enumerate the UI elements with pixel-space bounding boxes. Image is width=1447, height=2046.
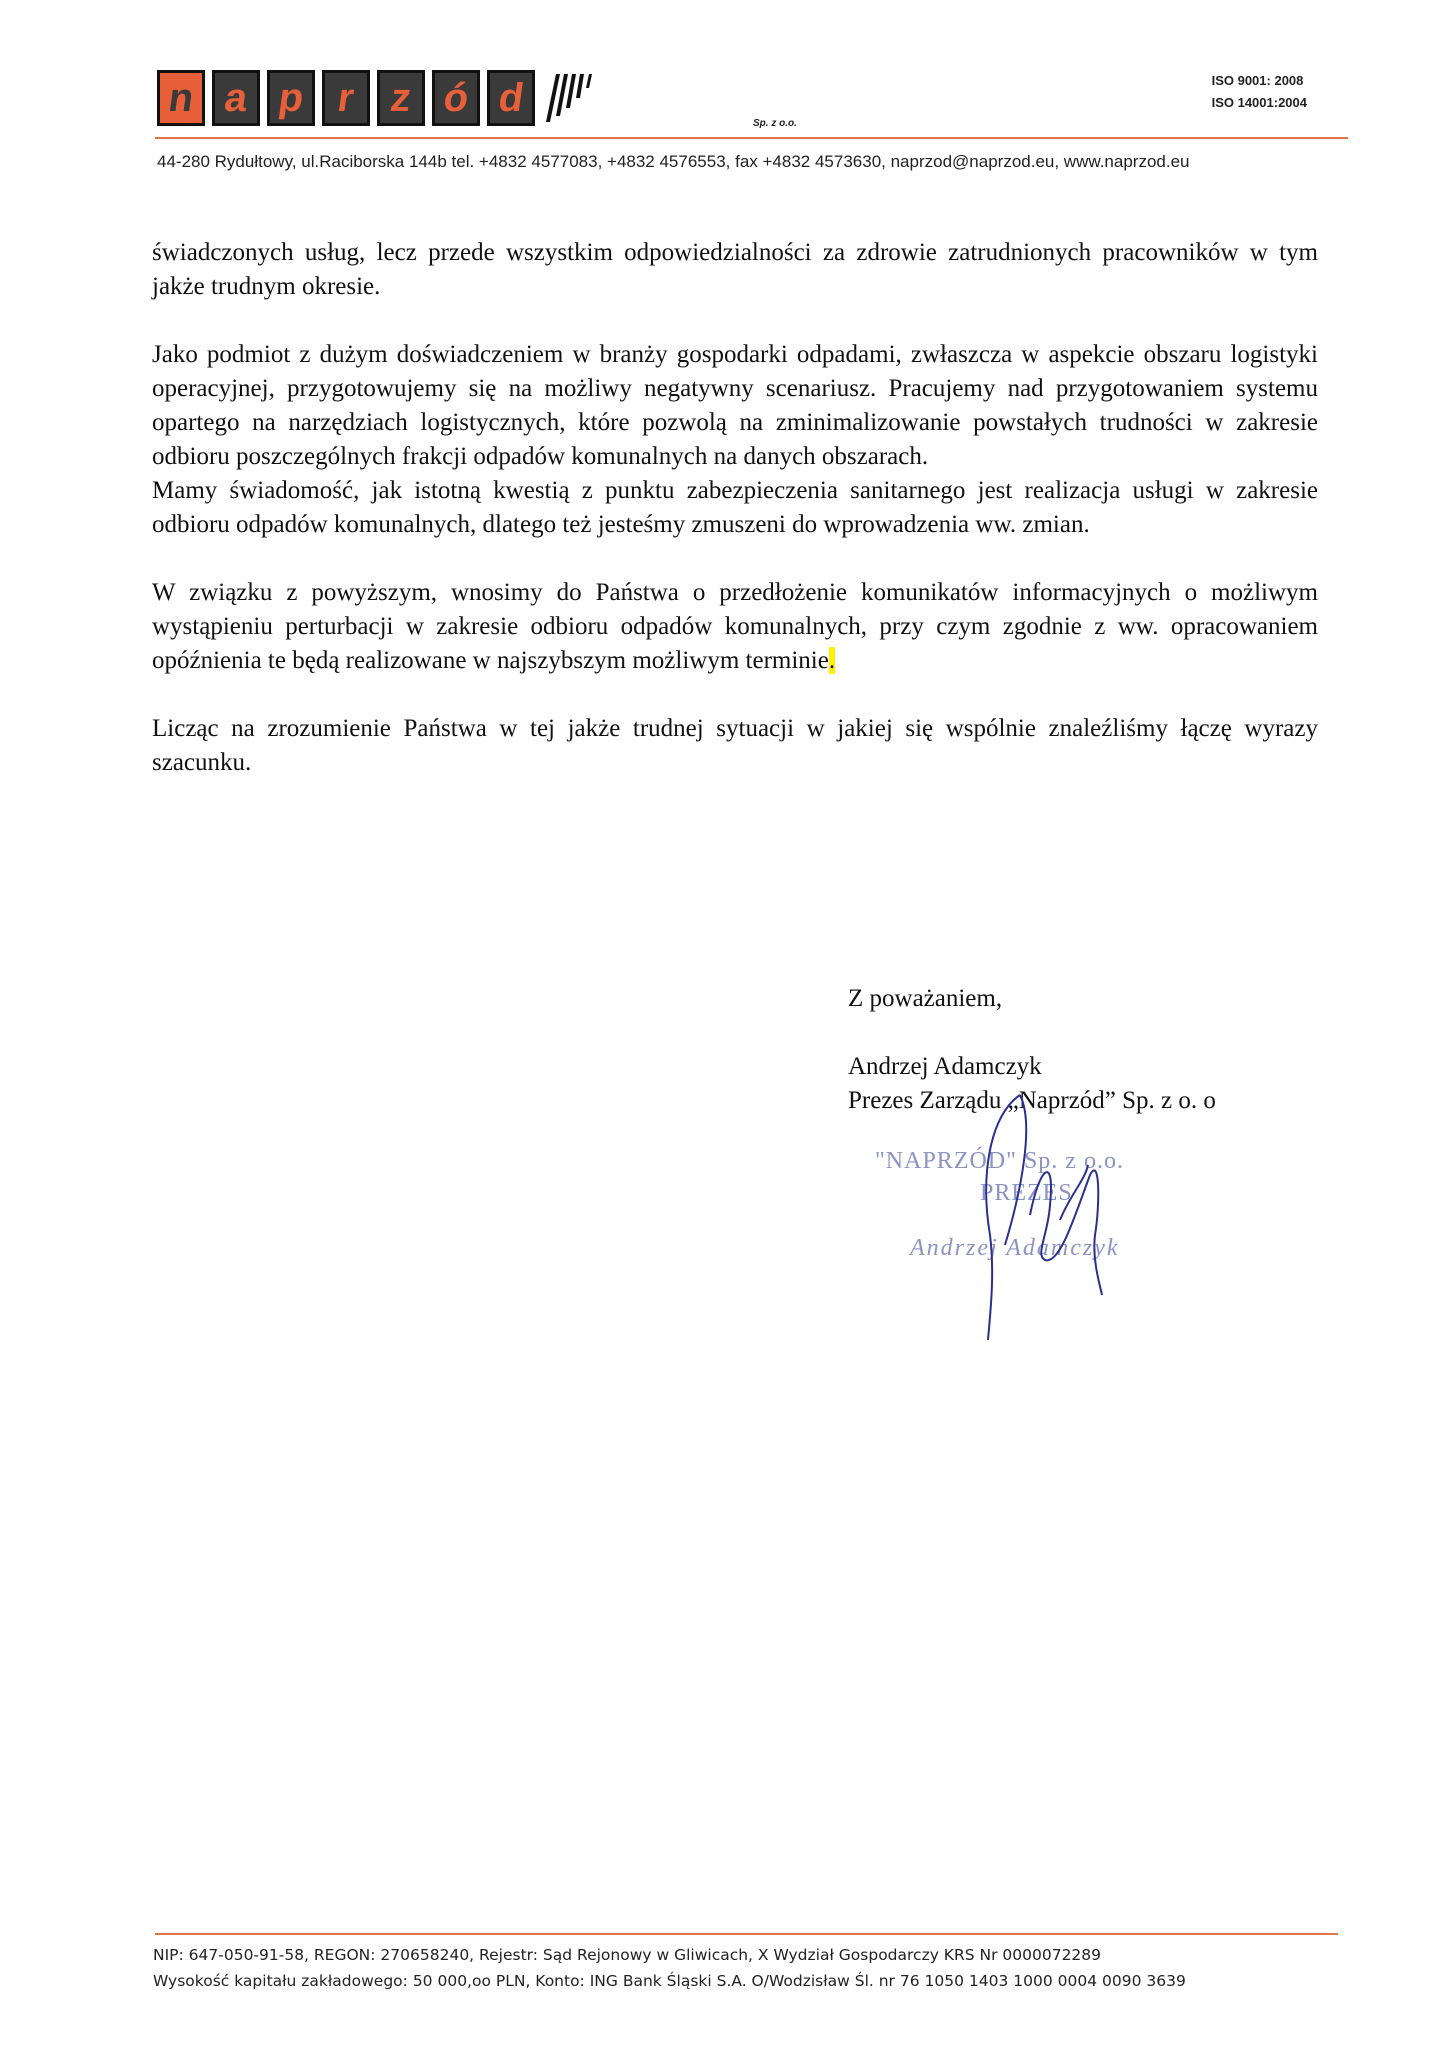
paragraph: Mamy świadomość, jak istotną kwestią z punktu zabezpieczenia sanitarnego jest realizacja usługi w zakresie odbioru odpadów komunalnych, dlatego też jesteśmy zmuszeni do wprowadzenia ww. zmian. (152, 477, 1318, 538)
contact-line: 44-280 Rydułtowy, ul.Raciborska 144b tel. +4832 4577083, +4832 4576553, fax +4832 4573630, naprzod@naprzod.eu, www.naprzod.eu (157, 152, 1190, 171)
stamp-role: PREZES (980, 1180, 1073, 1206)
footer-line: NIP: 647-050-91-58, REGON: 270658240, Rejestr: Sąd Rejonowy w Gliwicach, X Wydział Gospodarczy KRS Nr 0000072289 (153, 1946, 1102, 1964)
paragraph: świadczonych usług, lecz przede wszystkim odpowiedzialności za zdrowie zatrudnionych pracowników w tym jakże trudnym okresie. (152, 239, 1318, 300)
footer-registry (153, 1942, 1186, 1994)
logo-tile: p (267, 70, 315, 126)
paragraph: Jako podmiot z dużym doświadczeniem w branży gospodarki odpadami, zwłaszcza w aspekcie obszaru logistyki operacyjnej, przygotowujemy się na możliwy negatywny scenariusz. Pracujemy nad przygotowaniem systemu opartego na narzędziach logistycznych, które pozwolą na zminimalizowanie powstałych trudności w zakresie odbioru poszczególnych frakcji odpadów komunalnych na danych obszarach. (152, 341, 1318, 470)
highlighted-period: . (828, 647, 836, 674)
handwritten-signature (960, 1085, 1130, 1345)
stamp-company: "NAPRZÓD" Sp. z o.o. (875, 1148, 1124, 1174)
paragraph (152, 576, 1318, 678)
footer-line: Wysokość kapitału zakładowego: 50 000,oo PLN, Konto: ING Bank Śląski S.A. O/Wodzisław Śl. nr 76 1050 1403 1000 0004 0090 3639 (153, 1972, 1186, 1990)
paragraph: Licząc na zrozumienie Państwa w tej jakże trudnej sytuacji w jakiej się wspólnie znaleźliśmy łączę wyrazy szacunku. (152, 715, 1318, 776)
logo-tile: ó (432, 70, 480, 126)
company-logo (157, 70, 797, 132)
logo-tile: a (212, 70, 260, 126)
logo-tile: d (487, 70, 535, 126)
closing-greeting: Z poważaniem, (848, 985, 1003, 1012)
logo-tile: r (322, 70, 370, 126)
iso-line: ISO 9001: 2008 (1211, 73, 1304, 88)
signatory-title: Prezes Zarządu „Naprzód” Sp. z o. o (848, 1087, 1216, 1114)
logo-speed-lines (542, 70, 602, 126)
stamp-name: Andrzej Adamczyk (910, 1235, 1120, 1261)
footer-divider (155, 1933, 1338, 1935)
letter-body (152, 236, 1318, 814)
signatory-name: Andrzej Adamczyk (848, 1053, 1042, 1080)
logo-tile: z (377, 70, 425, 126)
iso-line: ISO 14001:2004 (1211, 95, 1307, 110)
iso-certifications (1212, 70, 1307, 114)
logo-suffix: Sp. z o.o. (753, 118, 797, 129)
header-divider (155, 137, 1348, 139)
paragraph-text: W związku z powyższym, wnosimy do Państwa o przedłożenie komunikatów informacyjnych o możliwym wystąpieniu perturbacji w zakresie odbioru odpadów komunalnych, przy czym zgodnie z ww. opracowaniem opóźnienia te będą realizowane w najszybszym możliwym terminie (152, 579, 1318, 674)
logo-tile: n (157, 70, 205, 126)
